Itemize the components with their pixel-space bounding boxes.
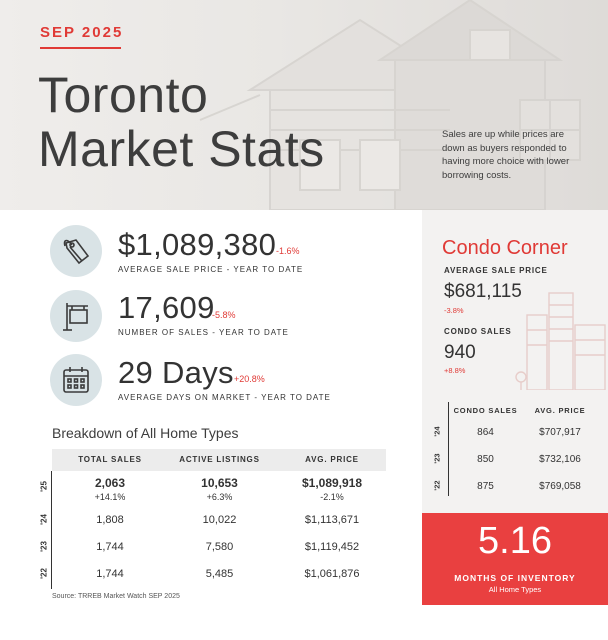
condo-sales-label: CONDO SALES (444, 327, 512, 336)
condo-sales-value: 940 (444, 342, 476, 363)
condo-price-value: $681,115 (444, 281, 522, 302)
days-on-market-change: +20.8% (234, 374, 265, 384)
days-on-market-label: AVERAGE DAYS ON MARKET - YEAR TO DATE (118, 393, 331, 402)
page-title (38, 68, 325, 176)
inventory-subtitle: All Home Types (488, 585, 542, 594)
source-note: Source: TRREB Market Watch SEP 2025 (52, 593, 180, 600)
total-sales-cell: 1,808 (96, 514, 124, 526)
year-divider (51, 471, 52, 589)
condo-price-change: -3.8% (444, 306, 464, 315)
row-year: '24 (39, 514, 49, 525)
days-on-market-value: 29 Days (118, 355, 234, 390)
breakdown-table-header (52, 449, 386, 471)
hero-banner (0, 0, 608, 210)
breakdown-title: Breakdown of All Home Types (52, 425, 239, 441)
condo-sales-cell: 850 (477, 454, 494, 465)
header-avg-price: AVG. PRICE (305, 455, 359, 464)
avg-price-cell: $1,119,452 (304, 541, 360, 553)
header-active-listings: ACTIVE LISTINGS (179, 455, 260, 464)
condo-corner-title: Condo Corner (442, 237, 568, 259)
row-year: '23 (39, 541, 49, 552)
header-total-sales: TOTAL SALES (78, 455, 142, 464)
report-date: SEP 2025 (40, 24, 124, 41)
avg-sale-price-change: -1.6% (276, 246, 300, 256)
row-year: '25 (39, 481, 49, 492)
condo-sales-change: +8.8% (444, 366, 466, 375)
condo-header-avg-price: AVG. PRICE (534, 406, 586, 415)
date-underline (40, 47, 121, 49)
avg-sale-price-label: AVERAGE SALE PRICE - YEAR TO DATE (118, 265, 304, 274)
total-sales-cell: 1,744 (96, 568, 124, 580)
months-of-inventory-label: MONTHS OF INVENTORY (454, 573, 576, 583)
condo-row-year: '23 (432, 453, 442, 464)
condo-row-year: '22 (432, 480, 442, 491)
condo-header-sales: CONDO SALES (453, 406, 518, 415)
title-line-1: Toronto (38, 67, 209, 123)
avg-price-change: -2.1% (320, 492, 344, 502)
active-listings-cell: 10,022 (202, 514, 237, 526)
condo-price-label: AVERAGE SALE PRICE (444, 266, 548, 275)
total-sales-cell: 2,063 (94, 476, 126, 490)
title-line-2: Market Stats (38, 121, 325, 177)
condo-price-cell: $707,917 (539, 427, 581, 438)
calendar-icon (50, 354, 102, 406)
condo-row-year: '24 (432, 426, 442, 437)
avg-price-cell: $1,061,876 (304, 568, 360, 580)
avg-price-cell: $1,089,918 (301, 476, 363, 490)
condo-sales-cell: 864 (477, 427, 494, 438)
price-tag-icon (50, 225, 102, 277)
for-sale-sign-icon (50, 290, 102, 342)
condo-price-cell: $732,106 (539, 454, 581, 465)
number-of-sales-label: NUMBER OF SALES - YEAR TO DATE (118, 328, 289, 337)
avg-price-cell: $1,113,671 (304, 514, 360, 526)
condo-price-cell: $769,058 (539, 481, 581, 492)
active-listings-cell: 10,653 (201, 476, 238, 490)
total-sales-cell: 1,744 (96, 541, 124, 553)
avg-sale-price-value: $1,089,380 (118, 227, 277, 262)
months-of-inventory-value: 5.16 (478, 520, 552, 562)
number-of-sales-value: 17,609 (118, 290, 215, 325)
city-buildings-icon (515, 285, 608, 390)
row-year: '22 (39, 568, 49, 579)
total-sales-change: +14.1% (94, 492, 126, 502)
number-of-sales-change: -5.8% (212, 310, 236, 320)
hero-description: Sales are up while prices are down as buyers responded to having more choice with lower borrowing costs. (442, 129, 570, 181)
active-listings-cell: 7,580 (205, 541, 234, 553)
active-listings-cell: 5,485 (205, 568, 234, 580)
active-listings-change: +6.3% (206, 492, 233, 502)
condo-sales-cell: 875 (477, 481, 494, 492)
